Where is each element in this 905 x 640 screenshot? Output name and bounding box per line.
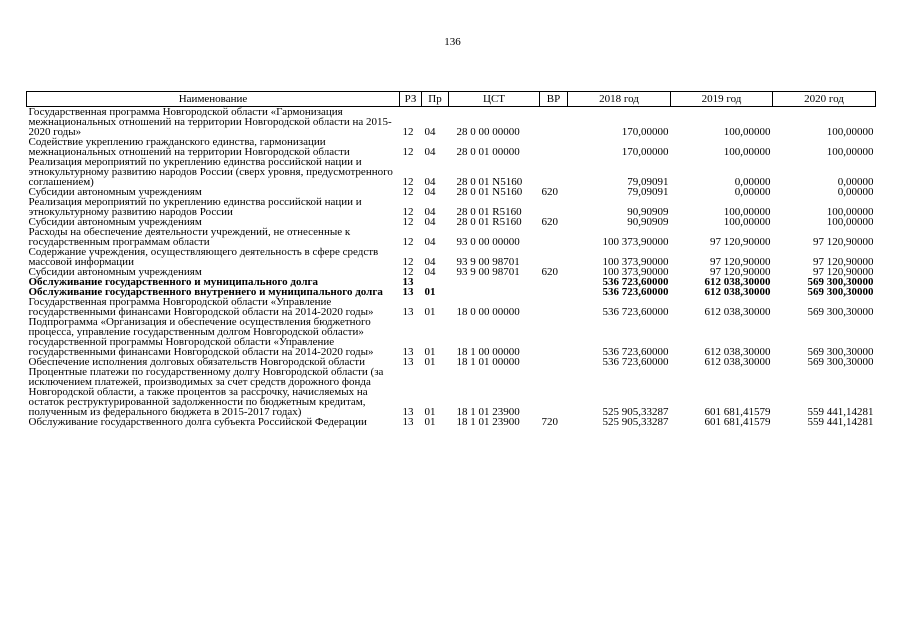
cell-2018: 100 373,90000: [602, 266, 669, 278]
cell-2020: 0,00000: [837, 176, 874, 188]
table-row: [27, 367, 876, 417]
cell-name: Содействие укреплению гражданского единства, гармонизации межнациональных отношений на территории Новгородской области: [28, 136, 350, 158]
cell-cst: 28 0 00 00000: [456, 126, 520, 138]
cell-2018: 100 373,90000: [602, 236, 669, 248]
cell-name: Государственная программа Новгородской области «Управление государственными финансами Новгородской области на 2014-2020 годы»: [28, 296, 374, 318]
cell-rz: 13: [402, 406, 414, 418]
cell-cst: 28 0 01 N5160: [456, 176, 523, 188]
cell-2020: 100,00000: [826, 216, 874, 228]
cell-pr: 01: [424, 416, 436, 428]
cell-name: Обслуживание государственного и муниципального долга: [28, 276, 318, 288]
cell-rz: 13: [402, 306, 414, 318]
cell-cst: 93 0 00 00000: [456, 236, 520, 248]
cell-vr: [540, 107, 568, 138]
cell-rz: 13: [402, 346, 414, 358]
cell-rz: 12: [402, 236, 414, 248]
cell-2019: 612 038,30000: [704, 306, 771, 318]
cell-cst: 28 0 01 R5160: [456, 216, 522, 228]
cell-name: Обслуживание государственного долга субъекта Российской Федерации: [28, 416, 367, 428]
cell-rz: 13: [402, 276, 414, 288]
cell-rz: 12: [402, 186, 414, 198]
header-vr: ВР: [540, 92, 568, 107]
cell-vr: [540, 157, 568, 187]
cell-2018: 536 723,60000: [602, 356, 669, 368]
cell-2020: 569 300,30000: [807, 276, 874, 288]
header-name: Наименование: [27, 92, 400, 107]
cell-name: Государственная программа Новгородской области «Гармонизация межнациональных отношений на территории Новгородской области на 2015-2020 годы»: [28, 106, 392, 138]
cell-vr: 620: [541, 266, 558, 278]
cell-2020: 97 120,90000: [813, 266, 874, 278]
cell-rz: 13: [402, 416, 414, 428]
cell-2020: 569 300,30000: [807, 346, 874, 358]
cell-2019: 601 681,41579: [704, 416, 771, 428]
cell-rz: 12: [402, 146, 414, 158]
cell-2019: 601 681,41579: [704, 406, 771, 418]
cell-2019: 100,00000: [723, 126, 771, 138]
cell-name: Субсидии автономным учреждениям: [28, 216, 202, 228]
cell-vr: [540, 357, 568, 367]
cell-cst: 18 1 00 00000: [456, 346, 520, 358]
cell-2020: 100,00000: [826, 146, 874, 158]
table-row: [27, 227, 876, 247]
cell-name: Подпрограмма «Организация и обеспечение осуществления бюджетного процесса, управление государственным долгом Новгородской области» государственной программы Новгородской области «Управление государственными финансами Новгородской области на 2014-2020 годы»: [28, 316, 374, 358]
cell-cst: 28 0 01 N5160: [456, 186, 523, 198]
table-row: [27, 157, 876, 187]
cell-pr: 04: [424, 206, 436, 218]
cell-cst: 28 0 01 R5160: [456, 206, 522, 218]
table-row: [27, 247, 876, 267]
cell-2018: 536 723,60000: [602, 276, 669, 288]
cell-2019: 0,00000: [734, 186, 771, 198]
table-row: [27, 137, 876, 157]
cell-vr: 620: [541, 186, 558, 198]
cell-name: Обслуживание государственного внутреннего и муниципального долга: [28, 286, 383, 298]
cell-vr: [540, 317, 568, 357]
cell-pr: 04: [424, 236, 436, 248]
cell-pr: 01: [424, 406, 436, 418]
header-2020: 2020 год: [773, 92, 876, 107]
cell-cst: 18 0 00 00000: [456, 306, 520, 318]
table-row: [27, 317, 876, 357]
header-2018: 2018 год: [568, 92, 671, 107]
cell-name: Реализация мероприятий по укреплению единства российской нации и этнокультурному развитию народов России (сверх уровня, предусмотренного соглашением): [28, 156, 393, 188]
cell-2018: 536 723,60000: [602, 346, 669, 358]
cell-name: Содержание учреждения, осуществляющего деятельность в сфере средств массовой информации: [28, 246, 379, 268]
cell-2018: 536 723,60000: [602, 286, 669, 298]
page-number: 136: [444, 36, 461, 48]
cell-2020: 569 300,30000: [807, 306, 874, 318]
cell-name: Субсидии автономным учреждениям: [28, 186, 202, 198]
cell-name: Реализация мероприятий по укреплению единства российской нации и этнокультурному развитию народов России: [28, 196, 362, 218]
header-pr: Пр: [422, 92, 449, 107]
cell-2020: 569 300,30000: [807, 286, 874, 298]
cell-vr: [540, 227, 568, 247]
table-row: [27, 197, 876, 217]
cell-cst: [449, 277, 540, 287]
cell-2018: 79,09091: [627, 186, 669, 198]
cell-2020: 100,00000: [826, 126, 874, 138]
cell-name: Процентные платежи по государственному долгу Новгородской области (за исключением платежей, производимых за счет средств дорожного фонда Новгородской области, а также процентов за рассрочку, начисляемых на остаток реструктурированной задолженности по бюджетным кредитам, полученным из федерального бюджета в 2015-2017 годах): [28, 366, 384, 418]
cell-vr: 620: [541, 216, 558, 228]
cell-pr: 04: [424, 176, 436, 188]
cell-2019: 97 120,90000: [710, 266, 771, 278]
cell-cst: [449, 287, 540, 297]
cell-rz: 13: [402, 286, 414, 298]
cell-2019: 612 038,30000: [704, 356, 771, 368]
cell-2019: 100,00000: [723, 206, 771, 218]
cell-2020: 569 300,30000: [807, 356, 874, 368]
cell-name: Субсидии автономным учреждениям: [28, 266, 202, 278]
cell-2019: 100,00000: [723, 216, 771, 228]
cell-2020: 100,00000: [826, 206, 874, 218]
cell-pr: 01: [424, 286, 436, 298]
cell-cst: 18 1 01 23900: [456, 416, 520, 428]
cell-2019: 0,00000: [734, 176, 771, 188]
cell-2019: 97 120,90000: [710, 236, 771, 248]
table-row: [27, 107, 876, 138]
cell-2018: 90,90909: [627, 206, 669, 218]
header-cst: ЦСТ: [449, 92, 540, 107]
cell-pr: 04: [424, 216, 436, 228]
cell-2018: 536 723,60000: [602, 306, 669, 318]
cell-pr: 01: [424, 346, 436, 358]
cell-2018: 90,90909: [627, 216, 669, 228]
cell-2018: 100 373,90000: [602, 256, 669, 268]
cell-pr: 01: [424, 306, 436, 318]
cell-2019: 612 038,30000: [704, 276, 771, 288]
header-2019: 2019 год: [671, 92, 773, 107]
cell-rz: 12: [402, 256, 414, 268]
cell-cst: 93 9 00 98701: [456, 266, 520, 278]
cell-pr: 04: [424, 126, 436, 138]
cell-vr: [540, 137, 568, 157]
cell-rz: 12: [402, 216, 414, 228]
cell-cst: 18 1 01 23900: [456, 406, 520, 418]
cell-cst: 93 9 00 98701: [456, 256, 520, 268]
table-header-row: [27, 92, 876, 107]
cell-rz: 12: [402, 176, 414, 188]
cell-cst: 28 0 01 00000: [456, 146, 520, 158]
cell-vr: [540, 197, 568, 217]
cell-pr: 04: [424, 266, 436, 278]
cell-2018: 525 905,33287: [602, 406, 669, 418]
cell-2020: 559 441,14281: [807, 416, 874, 428]
cell-2018: 525 905,33287: [602, 416, 669, 428]
cell-2020: 97 120,90000: [813, 236, 874, 248]
cell-pr: 01: [424, 356, 436, 368]
cell-2019: 97 120,90000: [710, 256, 771, 268]
cell-name: Обеспечение исполнения долговых обязательств Новгородской области: [28, 356, 365, 368]
cell-rz: 12: [402, 126, 414, 138]
cell-vr: [540, 247, 568, 267]
cell-2019: 100,00000: [723, 146, 771, 158]
cell-rz: 13: [402, 356, 414, 368]
cell-pr: 04: [424, 256, 436, 268]
cell-vr: [540, 287, 568, 297]
budget-table: [26, 91, 876, 427]
cell-vr: [540, 367, 568, 417]
cell-2020: 0,00000: [837, 186, 874, 198]
cell-pr: 04: [424, 146, 436, 158]
cell-name: Расходы на обеспечение деятельности учреждений, не отнесенные к государственным программам области: [28, 226, 351, 248]
cell-rz: 12: [402, 206, 414, 218]
cell-2019: 612 038,30000: [704, 346, 771, 358]
cell-2018: 79,09091: [627, 176, 669, 188]
cell-2018: 170,00000: [621, 146, 669, 158]
cell-2020: 97 120,90000: [813, 256, 874, 268]
cell-cst: 18 1 01 00000: [456, 356, 520, 368]
header-rz: РЗ: [400, 92, 422, 107]
cell-vr: [540, 297, 568, 317]
cell-2019: 612 038,30000: [704, 286, 771, 298]
cell-pr: 04: [424, 186, 436, 198]
cell-2020: 559 441,14281: [807, 406, 874, 418]
cell-rz: 12: [402, 266, 414, 278]
cell-vr: 720: [541, 416, 558, 428]
table-row: [27, 417, 876, 427]
table-row: [27, 297, 876, 317]
cell-vr: [540, 277, 568, 287]
cell-2018: 170,00000: [621, 126, 669, 138]
